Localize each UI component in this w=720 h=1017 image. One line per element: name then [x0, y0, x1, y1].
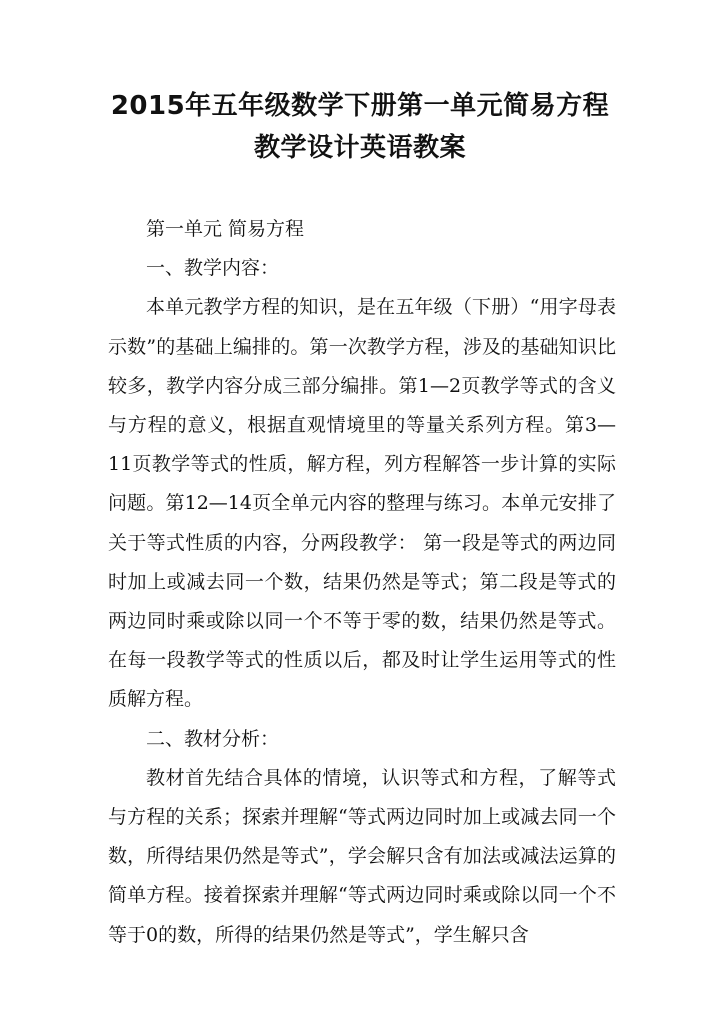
document-title-line-1: 2015年五年级数学下册第一单元简易方程	[110, 91, 610, 121]
document-title-line-2: 教学设计英语教案	[253, 133, 466, 163]
paragraph-material-analysis: 教材首先结合具体的情境，认识等式和方程，了解等式与方程的关系；探索并理解“等式两边同时加上或减去同一个数，所得结果仍然是等式”，学会解只含有加法或减法运算的简单方程。接着探索并理解“等式两边同时乘或除以同一个不等于0的数，所得的结果仍然是等式”，学生解只含	[108, 766, 616, 946]
document-body	[108, 210, 616, 955]
section-heading-teaching-content: 一、教学内容：	[146, 257, 280, 280]
unit-heading: 第一单元 简易方程	[146, 218, 305, 240]
paragraph-teaching-content: 本单元教学方程的知识，是在五年级（下册）“用字母表示数”的基础上编排的。第一次教学方程，涉及的基础知识比较多，教学内容分成三部分编排。第1—2页教学等式的含义与方程的意义，根据直观情境里的等量关系列方程。第3—11页教学等式的性质，解方程，列方程解答一步计算的实际问题。第12—14页全单元内容的整理与练习。本单元安排了关于等式性质的内容，分两段教学： 第一段是等式的两边同时加上或减去同一个数，结果仍然是等式；第二段是等式的两边同时乘或除以同一个不等于零的数，结果仍然是等式。在每一段教学等式的性质以后，都及时让学生运用等式的性质解方程。	[108, 296, 616, 711]
section-heading-material-analysis: 二、教材分析：	[146, 727, 280, 750]
